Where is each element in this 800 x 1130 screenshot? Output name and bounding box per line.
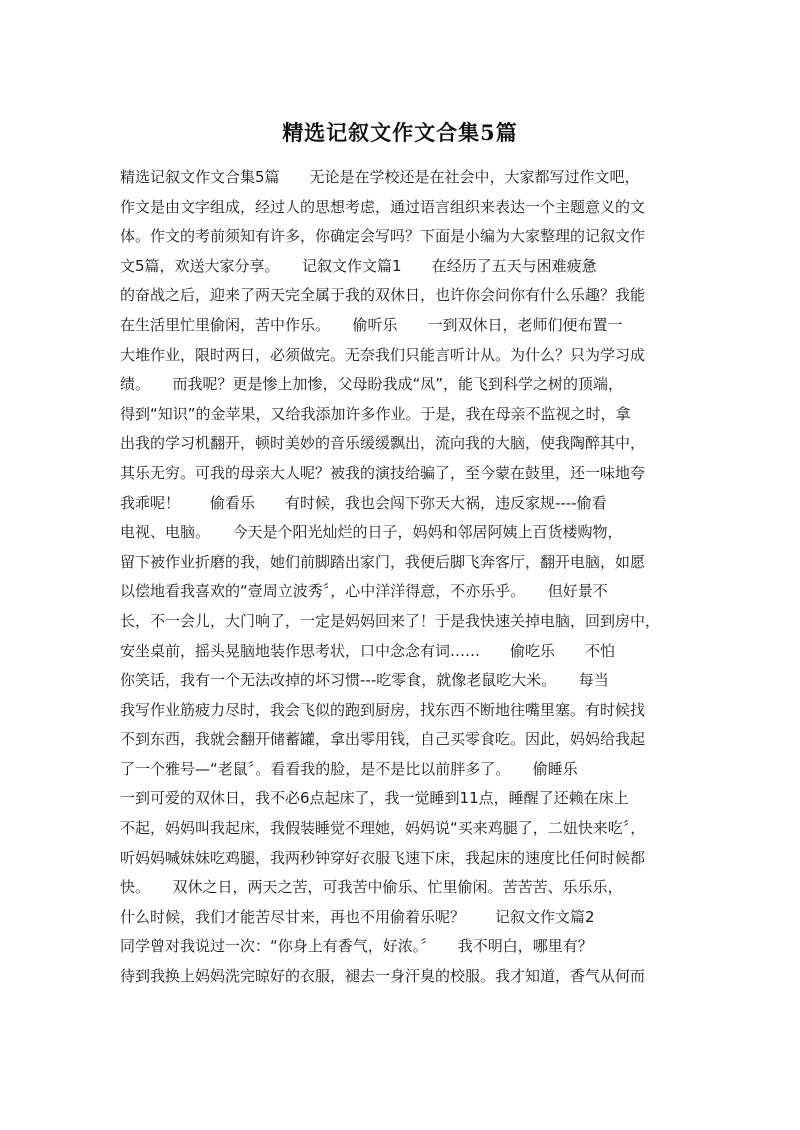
body-line: 什么时候，我们才能苦尽甘来，再也不用偷着乐呢？ 记叙文作文篇2 [120,907,595,926]
document-body [120,163,686,992]
body-line: 听妈妈喊妹妹吃鸡腿，我两秒钟穿好衣服飞速下床，我起床的速度比任何时候都 [120,848,646,867]
body-line: 精选记叙文作文合集5篇 无论是在学校还是在社会中，大家都写过作文吧， [120,168,640,186]
body-line: 不到东西，我就会翻开储蓄罐，拿出零用钱，自己买零食吃。因此，妈妈给我起 [120,730,646,749]
body-line: 我乖呢！ 偷看乐 有时候，我也会闯下弥天大祸，违反家规----偷看 [120,493,607,512]
body-line: 不起，妈妈叫我起床，我假装睡觉不理她，妈妈说“买来鸡腿了，二妞快来吃〞， [120,819,646,838]
body-line: 快。 双休之日，两天之苦，可我苦中偷乐、忙里偷闲。苦苦苦、乐乐乐， [120,878,623,897]
body-line: 以偿地看我喜欢的“壹周立波秀〞，心中洋洋得意，不亦乐乎。 但好景不 [120,582,608,601]
body-line: 电视、电脑。 今天是个阳光灿烂的日子，妈妈和邻居阿姨上百货楼购物， [120,523,623,542]
body-line: 得到“知识”的金苹果，又给我添加许多作业。于是，我在母亲不监视之时，拿 [120,404,631,423]
document-title: 精选记叙文作文合集5篇 [282,120,518,145]
body-line: 长，不一会儿，大门响了，一定是妈妈回来了！于是我快速关掉电脑，回到房中， [120,611,661,630]
body-line: 安坐桌前，摇头晃脑地装作思考状，口中念念有词…… 偷吃乐 不怕 [120,641,616,660]
body-line: 留下被作业折磨的我，她们前脚踏出家门，我便后脚飞奔客厅，翻开电脑，如愿 [120,552,646,571]
body-line: 一到可爱的双休日，我不必6点起床了，我一觉睡到11点，睡醒了还赖在床上 [120,789,629,808]
body-line: 你笑话，我有一个无法改掉的坏习惯---吃零食，就像老鼠吃大米。 每当 [120,671,609,690]
body-line: 待到我换上妈妈洗完晾好的衣服，褪去一身汗臭的校服。我才知道，香气从何而 [120,967,646,986]
body-line: 文5篇，欢送大家分享。 记叙文作文篇1 在经历了五天与困难疲惫 [120,256,597,275]
body-line: 体。作文的考前须知有许多，你确定会写吗？下面是小编为大家整理的记叙文作 [120,227,646,246]
body-line: 的奋战之后，迎来了两天完全属于我的双休日，也许你会问你有什么乐趣？我能 [120,286,646,305]
body-line: 出我的学习机翻开，顿时美妙的音乐缓缓飘出，流向我的大脑，使我陶醉其中， [120,434,646,453]
body-line: 作文是由文字组成，经过人的思想考虑，通过语言组织来表达一个主题意义的文 [120,197,646,216]
body-line: 我写作业筋疲力尽时，我会飞似的跑到厨房，找东西不断地往嘴里塞。有时候找 [120,700,646,719]
body-line: 同学曾对我说过一次：“你身上有香气，好浓。〞 我不明白，哪里有？ [120,937,593,956]
body-line: 了一个雅号—“老鼠〞。看看我的脸，是不是比以前胖多了。 偷睡乐 [120,759,578,778]
body-line: 其乐无穷。可我的母亲大人呢？被我的演技给骗了，至今蒙在鼓里，还一味地夸 [120,463,646,482]
body-line: 绩。 而我呢？更是惨上加惨，父母盼我成“凤”，能飞到科学之树的顶端， [120,375,624,394]
body-line: 在生活里忙里偷闲，苦中作乐。 偷听乐 一到双休日，老师们便布置一 [120,315,623,334]
body-line: 大堆作业，限时两日，必须做完。无奈我们只能言听计从。为什么？只为学习成 [120,345,646,364]
